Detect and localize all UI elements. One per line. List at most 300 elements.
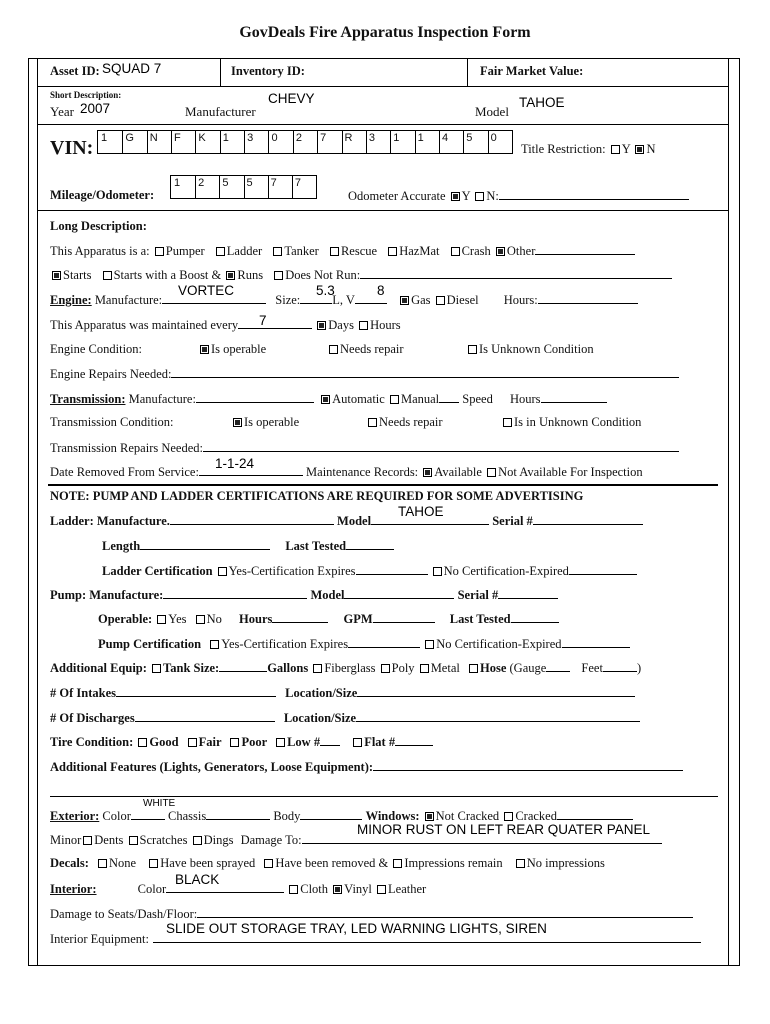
records-available-checkbox[interactable]	[423, 468, 432, 477]
transmission-row	[50, 391, 607, 407]
engine-condition-label: Engine Condition:	[50, 342, 143, 356]
vin-box-separator	[244, 131, 245, 153]
discharges-row	[50, 710, 640, 726]
date-removed-row	[50, 464, 643, 480]
manufacturer-value[interactable]: CHEVY	[268, 91, 315, 106]
vin-box-separator	[488, 131, 489, 153]
transmission-label: Transmission:	[50, 392, 126, 406]
manufacturer-label: Manufacturer	[185, 104, 256, 119]
rescue-label: Rescue	[340, 244, 378, 258]
tire-low-checkbox[interactable]	[276, 738, 285, 747]
vinyl-checkbox[interactable]	[333, 885, 342, 894]
dents-checkbox[interactable]	[83, 836, 92, 845]
pumper-checkbox[interactable]	[155, 247, 164, 256]
vin-box-separator	[390, 131, 391, 153]
tire-flat-label: Flat #	[364, 735, 396, 749]
pump-operable-no-label: No	[206, 612, 222, 626]
vin-char: N	[149, 132, 158, 144]
vin-box-separator	[415, 131, 416, 153]
transmission-needs-repair	[366, 415, 443, 430]
exterior-label: Exterior:	[50, 809, 100, 823]
transmission-operable-checkbox[interactable]	[233, 418, 242, 427]
vin-box-separator	[147, 131, 148, 153]
mileage-box-separator	[292, 176, 293, 198]
body-line[interactable]	[300, 808, 362, 820]
maintenance-records-label: Maintenance Records:	[306, 465, 419, 479]
hours-checkbox[interactable]	[359, 321, 368, 330]
odometer-note-line[interactable]	[499, 188, 689, 200]
mileage-boxes[interactable]	[170, 175, 317, 199]
date-removed-label: Date Removed From Service:	[50, 465, 199, 479]
transmission-unknown-checkbox[interactable]	[503, 418, 512, 427]
odometer-n-checkbox[interactable]	[475, 192, 484, 201]
interior-label: Interior:	[50, 882, 97, 896]
year-value[interactable]: 2007	[80, 101, 111, 116]
vin-box-separator	[463, 131, 464, 153]
interior-equipment-value[interactable]: SLIDE OUT STORAGE TRAY, LED WARNING LIGHTS, SIREN	[166, 921, 547, 936]
vin-divider	[37, 210, 729, 211]
pumper-label: Pumper	[165, 244, 205, 258]
pump-cert-yes-label: Yes-Certification Expires	[221, 637, 349, 651]
date-removed-value[interactable]: 1-1-24	[215, 456, 255, 471]
poly-label: Poly	[391, 661, 415, 675]
cloth-checkbox[interactable]	[289, 885, 298, 894]
apparatus-type-label: This Apparatus is a:	[50, 244, 150, 258]
decals-removed-label: Have been removed &	[275, 856, 389, 870]
tire-row	[50, 734, 433, 750]
vin-box-separator	[342, 131, 343, 153]
vin-char: 0	[271, 132, 278, 144]
automatic-label: Automatic	[332, 392, 385, 406]
engine-size-label: Size:	[275, 293, 301, 307]
records-not-available-checkbox[interactable]	[487, 468, 496, 477]
pump-operable-row	[98, 611, 559, 627]
does-not-run-line[interactable]	[360, 267, 672, 279]
tire-good-checkbox[interactable]	[138, 738, 147, 747]
ladder-checkbox[interactable]	[216, 247, 225, 256]
seat-damage-row	[50, 906, 693, 922]
ladder-cert-label: Ladder Certification	[102, 564, 213, 578]
vin-box-separator	[195, 131, 196, 153]
impressions-remain-checkbox[interactable]	[393, 859, 402, 868]
interior-color-value[interactable]: BLACK	[175, 872, 220, 887]
tire-fair-checkbox[interactable]	[188, 738, 197, 747]
form-title: GovDeals Fire Apparatus Inspection Form	[239, 24, 531, 41]
tanker-checkbox[interactable]	[273, 247, 282, 256]
manual-label: Manual	[400, 392, 440, 406]
leather-label: Leather	[388, 882, 427, 896]
other-checkbox[interactable]	[496, 247, 505, 256]
vin-box-separator	[293, 131, 294, 153]
vin-char: G	[125, 132, 134, 144]
intakes-label: # Of Intakes	[50, 686, 116, 700]
tire-good-label: Good	[149, 735, 179, 749]
not-cracked-checkbox[interactable]	[425, 812, 434, 821]
pump-model-label: Model	[310, 588, 345, 602]
records-available-label: Available	[434, 465, 482, 479]
vin-box-separator	[439, 131, 440, 153]
engine-lv-label: L, V	[332, 293, 355, 307]
mileage-box-separator	[219, 176, 220, 198]
diesel-checkbox[interactable]	[436, 296, 445, 305]
tire-fair-label: Fair	[198, 735, 222, 749]
short-description-label: Short Description:	[50, 90, 122, 100]
intakes-location-label: Location/Size	[285, 686, 358, 700]
header-cell-divider	[467, 58, 468, 86]
model-label: Model	[475, 104, 509, 119]
engine-unknown-checkbox[interactable]	[468, 345, 477, 354]
vin-char: 1	[417, 132, 424, 144]
pump-operable-yes-checkbox[interactable]	[157, 615, 166, 624]
vin-box-separator	[366, 131, 367, 153]
rescue-checkbox[interactable]	[330, 247, 339, 256]
ladder-cert-row	[102, 563, 637, 579]
transmission-operable	[231, 415, 299, 430]
engine-v-value[interactable]: 8	[377, 283, 385, 298]
tank-size-line[interactable]	[219, 660, 267, 672]
days-label: Days	[328, 318, 354, 332]
odometer-accurate	[348, 188, 689, 204]
ladder-model-value[interactable]: TAHOE	[398, 504, 444, 519]
vin-char: 1	[101, 132, 108, 144]
certification-note: NOTE: PUMP AND LADDER CERTIFICATIONS ARE REQUIRED FOR SOME ADVERTISING	[50, 489, 584, 503]
pump-operable-yes-label: Yes	[168, 612, 187, 626]
ladder-serial-line[interactable]	[533, 513, 643, 525]
transmission-manufacture-line[interactable]	[196, 391, 314, 403]
tire-poor-checkbox[interactable]	[230, 738, 239, 747]
ladder-cert-no-label: No Certification-Expired	[443, 564, 569, 578]
hazmat-label: HazMat	[399, 244, 440, 258]
discharges-location-label: Location/Size	[283, 711, 357, 725]
damage-to-label: Damage To:	[240, 833, 302, 847]
feet-label: Feet	[581, 661, 603, 675]
chassis-label: Chassis	[168, 809, 207, 823]
minor-label: Minor	[50, 833, 82, 847]
windows-label: Windows:	[365, 809, 420, 823]
ladder-cert-no-checkbox[interactable]	[433, 567, 442, 576]
tire-flat-checkbox[interactable]	[353, 738, 362, 747]
hours-label: Hours	[370, 318, 401, 332]
tire-low-line[interactable]	[320, 734, 340, 746]
vin-char: 3	[368, 132, 375, 144]
fmv-label: Fair Market Value:	[480, 64, 584, 78]
crash-label: Crash	[461, 244, 491, 258]
decals-row	[50, 856, 605, 871]
model-value[interactable]: TAHOE	[519, 95, 565, 110]
intakes-line[interactable]	[116, 685, 276, 697]
vin-char: F	[174, 132, 181, 144]
ladder-cert-yes-line[interactable]	[356, 563, 428, 575]
decals-sprayed-checkbox[interactable]	[149, 859, 158, 868]
exterior-color-label: Color	[102, 809, 131, 823]
pump-serial-line[interactable]	[498, 587, 558, 599]
pump-manufacture-line[interactable]	[163, 587, 307, 599]
scratches-checkbox[interactable]	[129, 836, 138, 845]
fiberglass-label: Fiberglass	[324, 661, 376, 675]
transmission-hours-line[interactable]	[541, 391, 607, 403]
discharges-location-line[interactable]	[356, 710, 640, 722]
additional-features-line-2[interactable]	[50, 796, 718, 797]
cracked-line[interactable]	[557, 808, 633, 820]
gauge-line[interactable]	[546, 660, 570, 672]
metal-checkbox[interactable]	[420, 664, 429, 673]
vin-char: 1	[393, 132, 400, 144]
engine-needs-repair-label: Needs repair	[340, 342, 404, 356]
pump-cert-no-checkbox[interactable]	[425, 640, 434, 649]
speed-line[interactable]	[439, 391, 459, 403]
tire-poor-label: Poor	[241, 735, 267, 749]
desc-divider	[37, 124, 729, 125]
diesel-label: Diesel	[446, 293, 479, 307]
records-not-available-label: Not Available For Inspection	[498, 465, 643, 479]
vin-char: K	[198, 132, 206, 144]
impressions-remain-label: Impressions remain	[404, 856, 503, 870]
transmission-operable-label: Is operable	[244, 415, 300, 429]
scratches-label: Scratches	[139, 833, 188, 847]
engine-row	[50, 292, 638, 308]
mileage-char: 5	[222, 177, 229, 189]
vin-box-separator	[220, 131, 221, 153]
pump-model-line[interactable]	[344, 587, 454, 599]
transmission-repairs-line[interactable]	[203, 440, 679, 452]
ladder-cert-no-line[interactable]	[569, 563, 637, 575]
long-description-label: Long Description:	[50, 219, 147, 233]
hose-checkbox[interactable]	[469, 664, 478, 673]
pump-cert-no-label: No Certification-Expired	[436, 637, 562, 651]
tire-condition-label: Tire Condition:	[50, 735, 134, 749]
gauge-label: (Gauge	[509, 661, 547, 675]
intakes-row	[50, 685, 635, 701]
odometer-y-label: Y	[461, 189, 471, 203]
mileage-char: 2	[198, 177, 205, 189]
seat-damage-line[interactable]	[197, 906, 693, 918]
transmission-repairs-row	[50, 440, 679, 456]
hazmat-checkbox[interactable]	[388, 247, 397, 256]
pump-last-tested-label: Last Tested	[449, 612, 511, 626]
asset-id-label: Asset ID:	[50, 64, 100, 78]
engine-manufacture-label: Manufacture:	[94, 293, 163, 307]
engine-repairs-line[interactable]	[171, 366, 679, 378]
engine-operable	[198, 342, 266, 357]
vin-char: 4	[441, 132, 449, 144]
engine-operable-checkbox[interactable]	[200, 345, 209, 354]
ladder-last-tested-line[interactable]	[346, 538, 394, 550]
pump-last-tested-line[interactable]	[511, 611, 559, 623]
no-impressions-label: No impressions	[526, 856, 605, 870]
header-cell-divider	[220, 58, 221, 86]
title-restriction-label: Title Restriction:	[521, 142, 606, 156]
mileage-box-separator	[268, 176, 269, 198]
pump-operable-label: Operable:	[98, 612, 153, 626]
interior-color-label: Color	[137, 882, 167, 896]
odometer-y-checkbox[interactable]	[451, 192, 460, 201]
vin-char: 7	[320, 132, 327, 144]
runs-label: Runs	[237, 268, 264, 282]
mileage-box-separator	[195, 176, 196, 198]
additional-equip-label: Additional Equip:	[50, 661, 147, 675]
ladder-row	[50, 513, 643, 529]
pump-operable-no-checkbox[interactable]	[196, 615, 205, 624]
ladder-serial-label: Serial #	[492, 514, 533, 528]
ladder-length-line[interactable]	[140, 538, 270, 550]
note-divider	[48, 484, 718, 486]
days-checkbox[interactable]	[317, 321, 326, 330]
body-label: Body	[273, 809, 301, 823]
gallons-label: Gallons	[267, 661, 309, 675]
transmission-needs-repair-checkbox[interactable]	[368, 418, 377, 427]
damage-to-value[interactable]: MINOR RUST ON LEFT REAR QUATER PANEL	[357, 822, 651, 837]
tanker-label: Tanker	[284, 244, 319, 258]
mileage-char: 5	[246, 177, 253, 189]
engine-operable-label: Is operable	[211, 342, 267, 356]
pump-gpm-line[interactable]	[373, 611, 435, 623]
features-row	[50, 759, 683, 775]
maintained-value[interactable]: 7	[259, 313, 267, 328]
engine-needs-repair	[327, 342, 404, 357]
ladder-label: Ladder	[226, 244, 263, 258]
discharges-label: # Of Discharges	[50, 711, 135, 725]
poly-checkbox[interactable]	[381, 664, 390, 673]
maintained-label: This Apparatus was maintained every	[50, 318, 239, 332]
fiberglass-checkbox[interactable]	[313, 664, 322, 673]
leather-checkbox[interactable]	[377, 885, 386, 894]
feet-line[interactable]	[603, 660, 637, 672]
engine-size-value[interactable]: 5.3	[316, 283, 335, 298]
chassis-line[interactable]	[206, 808, 270, 820]
other-label: Other	[506, 244, 536, 258]
vin-label: VIN:	[50, 137, 94, 159]
title-restriction-y-checkbox[interactable]	[611, 145, 620, 154]
manual-checkbox[interactable]	[390, 395, 399, 404]
pump-cert-no-line[interactable]	[562, 636, 630, 648]
odometer-n-label: N:	[486, 189, 499, 203]
metal-label: Metal	[430, 661, 460, 675]
automatic-checkbox[interactable]	[321, 395, 330, 404]
decals-none-label: None	[109, 856, 137, 870]
mileage-char: 7	[294, 177, 301, 189]
tire-flat-line[interactable]	[395, 734, 433, 746]
mileage-box-separator	[244, 176, 245, 198]
ladder-last-tested-label: Last Tested	[285, 539, 347, 553]
odometer-accurate-label: Odometer Accurate	[348, 189, 446, 203]
other-line[interactable]	[535, 243, 635, 255]
transmission-unknown-label: Is in Unknown Condition	[514, 415, 642, 429]
engine-repairs-label: Engine Repairs Needed:	[50, 367, 172, 381]
interior-row	[50, 881, 426, 897]
transmission-repairs-label: Transmission Repairs Needed:	[50, 441, 203, 455]
pump-cert-row	[98, 636, 630, 652]
cracked-checkbox[interactable]	[504, 812, 513, 821]
maintained-line[interactable]	[238, 317, 312, 329]
decals-removed-checkbox[interactable]	[264, 859, 273, 868]
vin-box-separator	[122, 131, 123, 153]
vin-box-separator	[268, 131, 269, 153]
additional-features-label: Additional Features (Lights, Generators, Loose Equipment):	[50, 760, 374, 774]
engine-needs-repair-checkbox[interactable]	[329, 345, 338, 354]
pump-cert-label: Pump Certification	[98, 637, 202, 651]
speed-label: Speed	[462, 392, 493, 406]
vin-char: 5	[466, 132, 473, 144]
starts-boost-label: Starts with a Boost &	[113, 268, 222, 282]
not-cracked-label: Not Cracked	[435, 809, 500, 823]
crash-checkbox[interactable]	[451, 247, 460, 256]
inventory-id-label: Inventory ID:	[231, 64, 305, 78]
title-restriction-n-checkbox[interactable]	[635, 145, 644, 154]
title-restriction-n-label: N	[646, 142, 656, 156]
apparatus-type-row	[50, 243, 635, 259]
ladder-manufacture-label: Ladder: Manufacture.	[50, 514, 170, 528]
asset-id-value[interactable]: SQUAD 7	[102, 61, 162, 76]
dings-label: Dings	[203, 833, 234, 847]
pump-gpm-label: GPM	[343, 612, 373, 626]
title-restriction	[521, 142, 655, 157]
ladder-manufacture-line[interactable]	[170, 513, 334, 525]
gas-label: Gas	[411, 293, 431, 307]
header-divider	[37, 86, 729, 87]
exterior-color-line[interactable]	[131, 808, 165, 820]
hose-label: Hose	[479, 661, 507, 675]
gas-checkbox[interactable]	[400, 296, 409, 305]
vin-char: 0	[490, 132, 497, 144]
discharges-line[interactable]	[135, 710, 275, 722]
engine-hours-line[interactable]	[538, 292, 638, 304]
interior-equipment-label: Interior Equipment:	[50, 932, 149, 946]
pump-cert-yes-checkbox[interactable]	[210, 640, 219, 649]
engine-label: Engine:	[50, 293, 92, 307]
vinyl-label: Vinyl	[344, 882, 372, 896]
vin-char: R	[344, 132, 353, 144]
tank-size-checkbox[interactable]	[152, 664, 161, 673]
intakes-location-line[interactable]	[357, 685, 635, 697]
vin-char: 1	[222, 132, 229, 144]
starts-label: Starts	[63, 268, 92, 282]
engine-repairs-row	[50, 366, 679, 382]
starts-checkbox[interactable]	[52, 271, 61, 280]
transmission-condition-label: Transmission Condition:	[50, 415, 174, 429]
decals-none-checkbox[interactable]	[98, 859, 107, 868]
year-label: Year	[50, 104, 74, 119]
additional-features-line[interactable]	[373, 759, 683, 771]
cloth-label: Cloth	[300, 882, 329, 896]
seat-damage-label: Damage to Seats/Dash/Floor:	[50, 907, 198, 921]
maintained-row	[50, 317, 401, 333]
vin-boxes[interactable]	[97, 130, 513, 154]
ladder-cert-yes-label: Yes-Certification Expires	[228, 564, 356, 578]
ladder-length-label: Length	[102, 539, 141, 553]
mileage-char: 7	[270, 177, 277, 189]
pump-hours-line[interactable]	[272, 611, 328, 623]
vin-char: 2	[295, 132, 302, 144]
vin-box-separator	[171, 131, 172, 153]
engine-unknown	[466, 342, 594, 357]
runs-checkbox[interactable]	[226, 271, 235, 280]
mileage-char: 1	[174, 177, 181, 189]
exterior-color-value[interactable]: WHITE	[143, 798, 176, 809]
pump-hours-label: Hours	[239, 612, 273, 626]
pump-serial-label: Serial #	[457, 588, 499, 602]
starts-boost-checkbox[interactable]	[103, 271, 112, 280]
no-impressions-checkbox[interactable]	[516, 859, 525, 868]
does-not-run-label: Does Not Run:	[285, 268, 361, 282]
engine-manufacture-value[interactable]: VORTEC	[178, 283, 235, 298]
transmission-manufacture-label: Manufacture:	[128, 392, 196, 406]
pump-row	[50, 587, 558, 603]
does-not-run-checkbox[interactable]	[274, 271, 283, 280]
ladder-cert-yes-checkbox[interactable]	[218, 567, 227, 576]
pump-cert-yes-line[interactable]	[348, 636, 420, 648]
dings-checkbox[interactable]	[193, 836, 202, 845]
vin-char: 3	[247, 132, 254, 144]
